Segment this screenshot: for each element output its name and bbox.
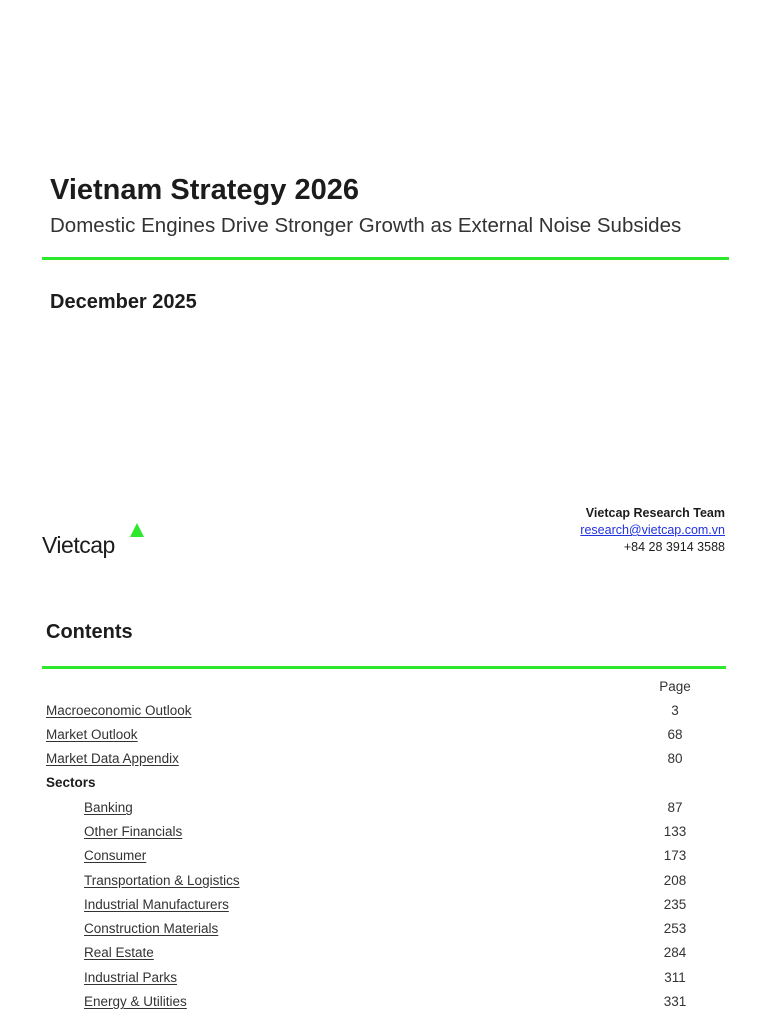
- research-team-name: Vietcap Research Team: [585, 506, 725, 520]
- toc-link-industrial-parks[interactable]: Industrial Parks: [84, 970, 178, 985]
- report-subtitle: Domestic Engines Drive Stronger Growth as External Noise Subsides: [50, 214, 682, 237]
- toc-page-number: 3: [671, 703, 679, 718]
- toc-page-number: 284: [663, 945, 687, 960]
- toc-row: [0, 921, 768, 945]
- toc-row: [0, 703, 768, 727]
- toc-link-energy-utilities[interactable]: Energy & Utilities: [84, 994, 187, 1009]
- toc-page-number: 173: [663, 848, 687, 863]
- toc-row: [0, 751, 768, 775]
- toc-link-consumer[interactable]: Consumer: [84, 848, 147, 863]
- contents-heading: Contents: [46, 621, 133, 643]
- toc-row: [0, 727, 768, 751]
- toc-link-transportation-logistics[interactable]: Transportation & Logistics: [84, 873, 240, 888]
- toc-page-number: 87: [667, 800, 683, 815]
- toc-row: [0, 848, 768, 872]
- page-column-header: Page: [659, 679, 691, 694]
- toc-page-number: 331: [663, 994, 687, 1009]
- research-email-link[interactable]: research@vietcap.com.vn: [580, 523, 725, 537]
- logo-triangle-icon: [130, 523, 144, 537]
- toc-page-number: 235: [663, 897, 687, 912]
- toc-row: [0, 824, 768, 848]
- toc-page-number: 68: [667, 727, 683, 742]
- toc-row: [0, 873, 768, 897]
- report-date: December 2025: [50, 291, 197, 313]
- contents-divider: [42, 666, 726, 669]
- toc-page-number: 253: [663, 921, 687, 936]
- title-divider: [42, 257, 729, 260]
- toc-row: [0, 994, 768, 1018]
- toc-page-number: 311: [664, 970, 686, 985]
- vietcap-logo: [42, 523, 152, 563]
- toc-section-sectors: Sectors: [46, 775, 96, 790]
- contact-block: [580, 505, 725, 556]
- toc-row: [0, 970, 768, 994]
- toc-row: [0, 945, 768, 969]
- toc-link-macroeconomic-outlook[interactable]: Macroeconomic Outlook: [46, 703, 192, 718]
- toc-link-market-outlook[interactable]: Market Outlook: [46, 727, 138, 742]
- toc-link-real-estate[interactable]: Real Estate: [84, 945, 154, 960]
- toc-link-construction-materials[interactable]: Construction Materials: [84, 921, 219, 936]
- toc-page-number: 80: [667, 751, 683, 766]
- toc-page-number: 208: [663, 873, 687, 888]
- toc-link-market-data-appendix[interactable]: Market Data Appendix: [46, 751, 179, 766]
- toc-row: [0, 897, 768, 921]
- research-phone: +84 28 3914 3588: [623, 540, 725, 554]
- toc-link-industrial-manufacturers[interactable]: Industrial Manufacturers: [84, 897, 229, 912]
- toc-link-other-financials[interactable]: Other Financials: [84, 824, 183, 839]
- toc-row: [0, 800, 768, 824]
- toc-section-row: [0, 775, 768, 799]
- toc-page-number: 133: [663, 824, 687, 839]
- report-title: Vietnam Strategy 2026: [50, 174, 359, 206]
- toc-link-banking[interactable]: Banking: [84, 800, 133, 815]
- logo-wordmark: Vietcap: [42, 532, 115, 558]
